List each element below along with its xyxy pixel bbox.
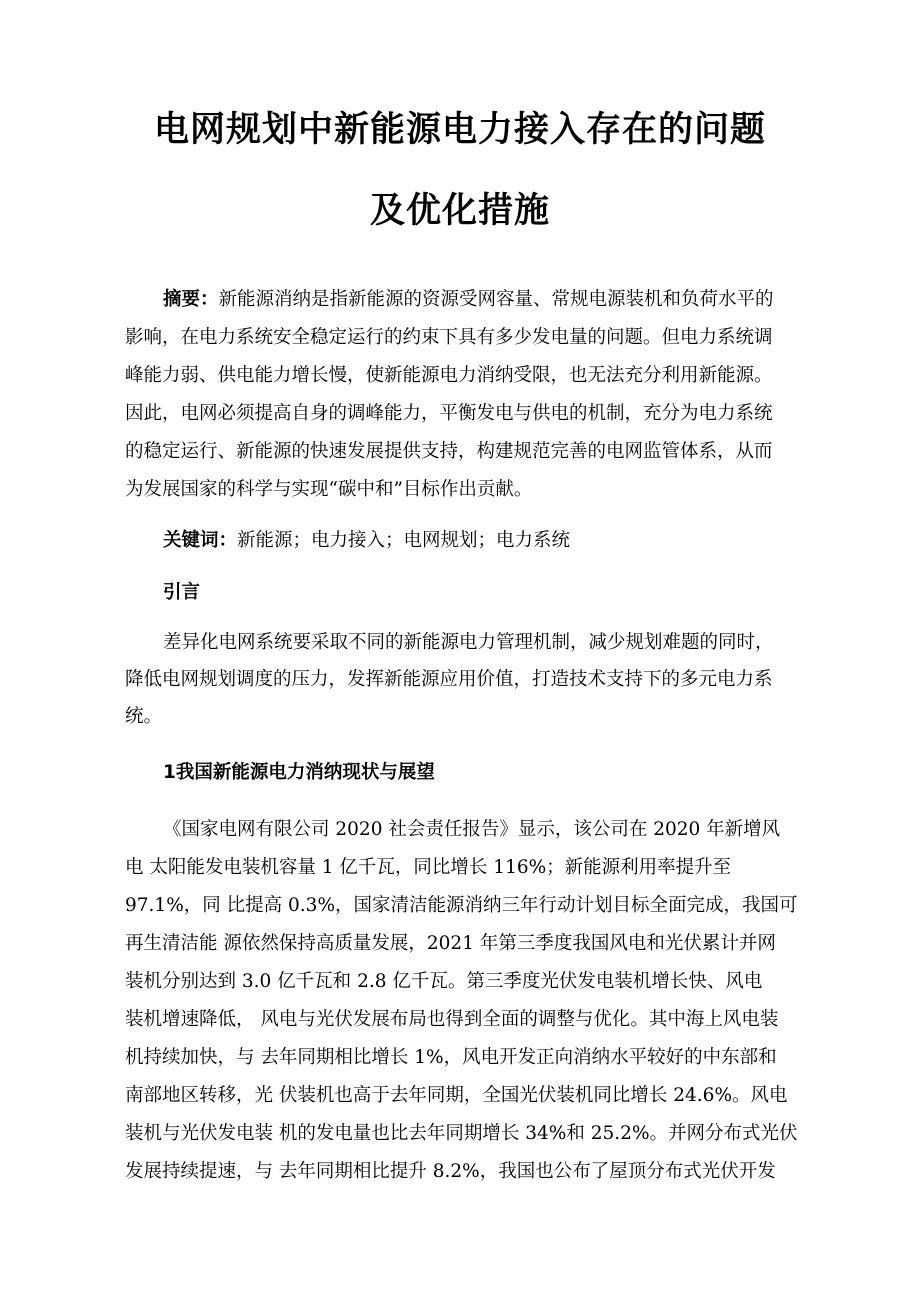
intro: [125, 624, 805, 735]
keywords-label: 关键词：: [163, 530, 238, 551]
section-1-line: 装机与光伏发电装 机的发电量也比去年同期增长 34%和 25.2%。并网分布式光伏: [125, 1123, 798, 1144]
keywords: [125, 522, 805, 560]
abstract-line: 为发展国家的科学与实现“碳中和”目标作出贡献。: [125, 479, 533, 500]
abstract-line: 峰能力弱、供电能力增长慢，使新能源电力消纳受限，也无法充分利用新能源。: [125, 365, 773, 386]
intro-line: 差异化电网系统要采取不同的新能源电力管理机制，减少规划难题的同时，: [163, 632, 774, 653]
section-1-heading-block: [125, 754, 805, 792]
abstract: [125, 281, 805, 509]
abstract-line: 的稳定运行、新能源的快速发展提供支持，构建规范完善的电网监管体系，从而: [125, 441, 773, 462]
document-title-line1: 电网规划中新能源电力接入存在的问题: [153, 110, 766, 150]
abstract-line: 新能源消纳是指新能源的资源受网容量、常规电源装机和负荷水平的: [218, 289, 774, 310]
section-1-line: 机持续加快，与 去年同期相比增长 1%，风电开发正向消纳水平较好的中东部和: [125, 1047, 777, 1068]
intro-heading-block: [125, 574, 805, 612]
keywords-text: 新能源；电力接入；电网规划；电力系统: [237, 530, 571, 551]
abstract-line: 影响，在电力系统安全稳定运行的约束下具有多少发电量的问题。但电力系统调: [125, 327, 773, 348]
section-1: [125, 811, 805, 1191]
section-1-line: 电 太阳能发电装机容量 1 亿千瓦，同比增长 116%；新能源利用率提升至: [125, 857, 732, 878]
document-title-line2: 及优化措施: [369, 191, 550, 231]
section-1-line: 装机增速降低， 风电与光伏发展布局也得到全面的调整与优化。其中海上风电装: [125, 1009, 779, 1030]
section-1-line: 装机分别达到 3.0 亿千瓦和 2.8 亿千瓦。第三季度光伏发电装机增长快、风电: [125, 971, 763, 992]
abstract-label: 摘要：: [163, 289, 219, 310]
section-1-line: 《国家电网有限公司 2020 社会责任报告》显示，该公司在 2020 年新增风: [163, 819, 781, 840]
intro-line: 降低电网规划调度的压力，发挥新能源应用价值，打造技术支持下的多元电力系: [125, 669, 773, 690]
section-1-line: 发展持续提速，与 去年同期相比提升 8.2%，我国也公布了屋顶分布式光伏开发: [125, 1161, 776, 1182]
section-1-heading: 1我国新能源电力消纳现状与展望: [163, 762, 435, 783]
section-1-line: 再生清洁能 源依然保持高质量发展，2021 年第三季度我国风电和光伏累计并网: [125, 933, 776, 954]
intro-line: 统。: [125, 706, 163, 727]
section-1-line: 南部地区转移，光 伏装机也高于去年同期，全国光伏装机同比增长 24.6%。风电: [125, 1085, 788, 1106]
abstract-line: 因此，电网必须提高自身的调峰能力，平衡发电与供电的机制，充分为电力系统: [125, 403, 773, 424]
section-1-line: 97.1%，同 比提高 0.3%，国家清洁能源消纳三年行动计划目标全面完成，我国可: [125, 895, 798, 916]
intro-heading: 引言: [163, 582, 201, 603]
